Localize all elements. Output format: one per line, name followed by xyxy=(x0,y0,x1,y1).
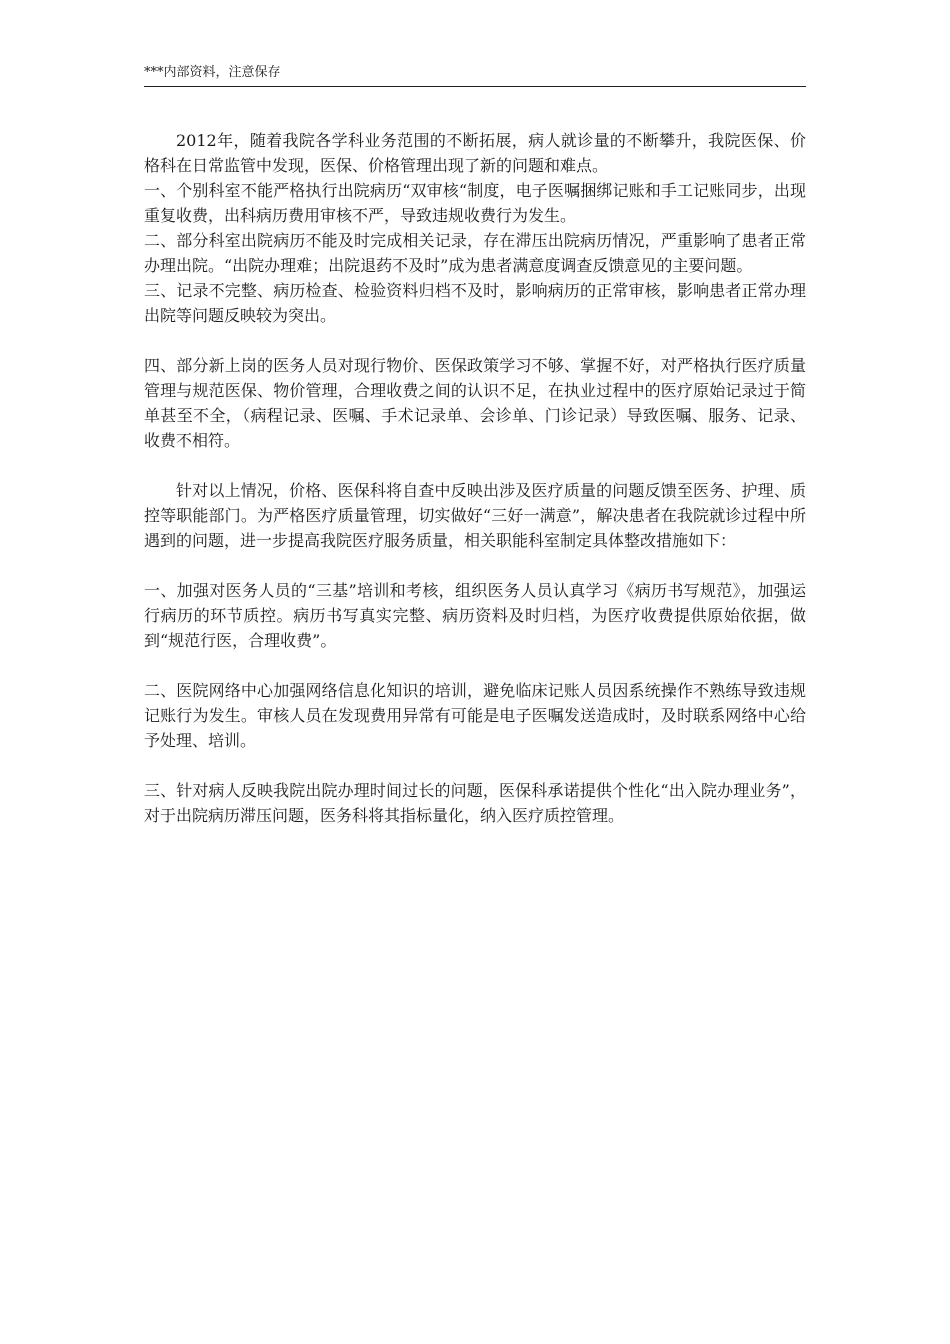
paragraph-measure-3: 三、针对病人反映我院出院办理时间过长的问题，医保科承诺提供个性化“出入院办理业务”，对于出院病历滞压问题，医务科将其指标量化，纳入医疗质控管理。 xyxy=(144,781,806,825)
header-text: ***内部资料，注意保存 xyxy=(144,65,281,80)
paragraph-issue-4: 四、部分新上岗的医务人员对现行物价、医保政策学习不够、掌握不好，对严格执行医疗质量管理与规范医保、物价管理，合理收费之间的认识不足，在执业过程中的医疗原始记录过于简单甚至不全，（病程记录、医嘱、手术记录单、会诊单、门诊记录）导致医嘱、服务、记录、收费不相符。 xyxy=(144,356,806,450)
paragraph-issue-1: 一、个别科室不能严格执行出院病历“双审核“制度，电子医嘱捆绑记账和手工记账同步，出现重复收费，出科病历费用审核不严，导致违规收费行为发生。 xyxy=(144,181,806,225)
paragraph-issue-3: 三、记录不完整、病历检查、检验资料归档不及时，影响病历的正常审核，影响患者正常办理出院等问题反映较为突出。 xyxy=(144,281,806,325)
paragraph-measure-2: 二、医院网络中心加强网络信息化知识的培训，避免临床记账人员因系统操作不熟练导致违规记账行为发生。审核人员在发现费用异常有可能是电子医嘱发送造成时，及时联系网络中心给予处理、培训。 xyxy=(144,681,806,750)
paragraph-intro: 2012年，随着我院各学科业务范围的不断拓展，病人就诊量的不断攀升，我院医保、价格科在日常监管中发现，医保、价格管理出现了新的问题和难点。 xyxy=(144,131,806,175)
paragraph-summary: 针对以上情况，价格、医保科将自查中反映出涉及医疗质量的问题反馈至医务、护理、质控等职能部门。为严格医疗质量管理，切实做好“三好一满意”，解决患者在我院就诊过程中所遇到的问题，进一步提高我院医疗服务质量，相关职能科室制定具体整改措施如下： xyxy=(144,481,806,550)
page-header xyxy=(144,62,806,87)
paragraph-measure-1: 一、加强对医务人员的“三基”培训和考核，组织医务人员认真学习《病历书写规范》，加强运行病历的环节质控。病历书写真实完整、病历资料及时归档，为医疗收费提供原始依据，做到“规范行医，合理收费”。 xyxy=(144,581,806,650)
document-body xyxy=(144,128,806,828)
paragraph-issue-2: 二、部分科室出院病历不能及时完成相关记录，存在滞压出院病历情况，严重影响了患者正常办理出院。“出院办理难；出院退药不及时”成为患者满意度调查反馈意见的主要问题。 xyxy=(144,231,806,275)
